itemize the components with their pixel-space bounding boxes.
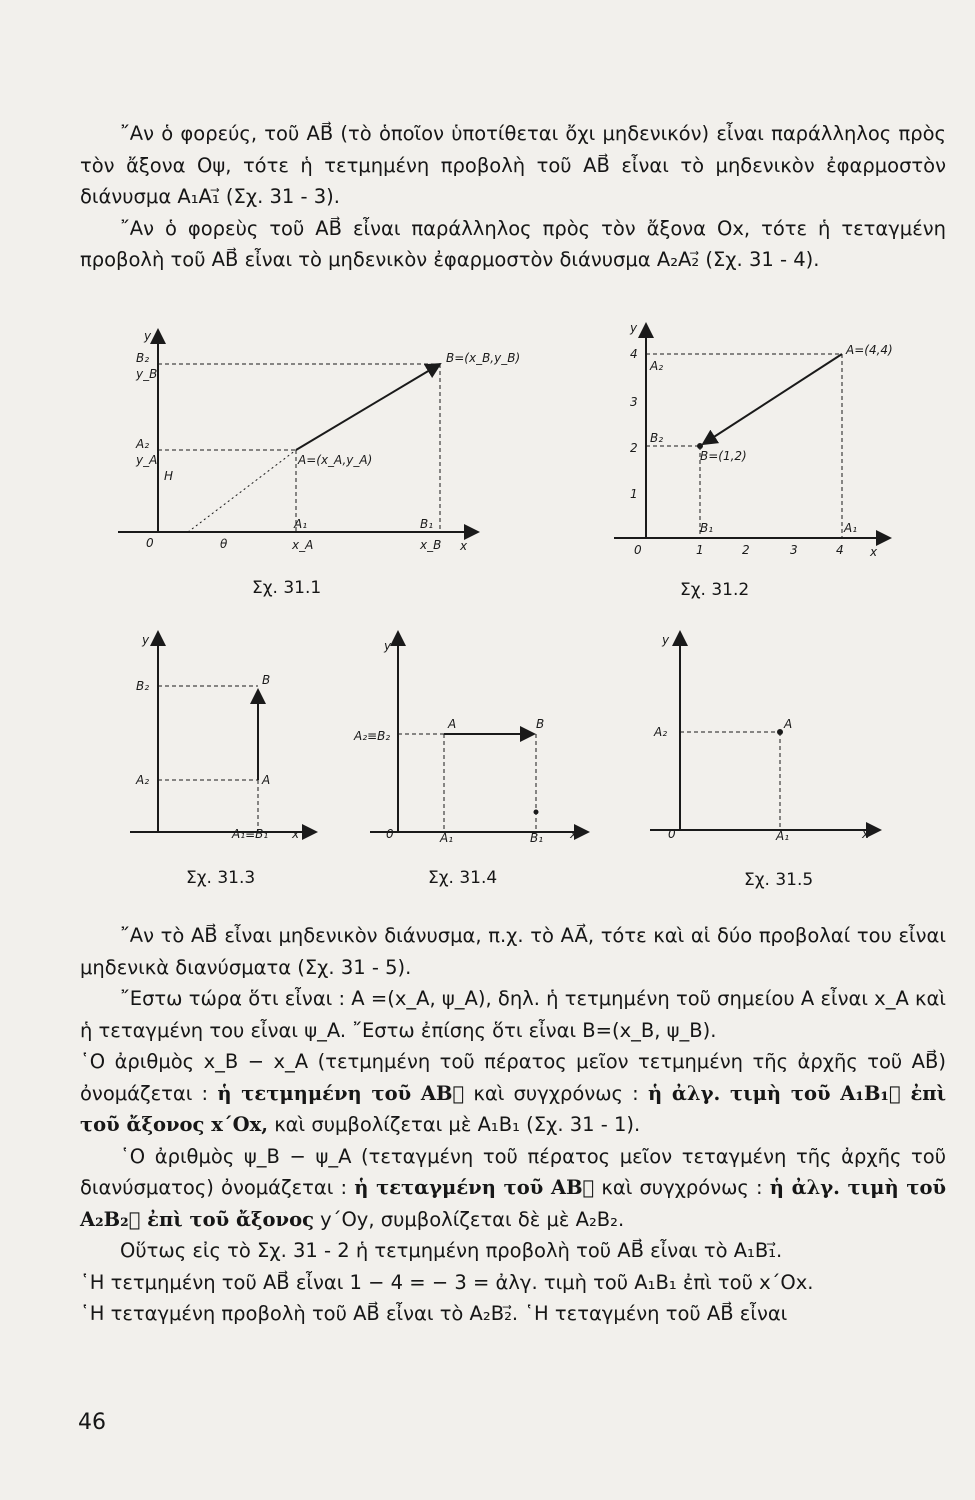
label-b1: B₁ xyxy=(700,521,714,535)
label-ya: y_A xyxy=(136,453,158,467)
label-y: y xyxy=(384,639,392,653)
label-yb: y_B xyxy=(136,367,158,381)
label-a: A=(x_A,y_A) xyxy=(298,453,373,467)
label-b: B xyxy=(262,673,271,687)
caption-31-5: Σχ. 31.5 xyxy=(744,870,814,890)
bottom-text xyxy=(80,920,946,1330)
label-origin: 0 xyxy=(668,827,676,841)
label-a: A xyxy=(448,717,457,731)
tick-x-2: 2 xyxy=(742,543,750,557)
label-a1: A₁ xyxy=(440,831,454,845)
figure-31-4 xyxy=(352,622,592,852)
caption-31-1: Σχ. 31.1 xyxy=(252,578,322,598)
paragraph-null-projection-y: ῎Αν ὁ φορεύς, τοῦ AB⃗ (τὸ ὁποῖον ὑποτίθεται ὄχι μηδενικόν) εἶναι παράλληλος πρὸς τὸν ἄξονα Οψ, τότε ἡ τετμημένη προβολὴ τοῦ AB⃗ εἶναι τὸ μηδενικὸν ἐφαρμοστὸν διάνυσμα A₁A₁⃗ (Σχ. 31 - 3). xyxy=(80,122,946,208)
label-x: x xyxy=(870,545,878,559)
figure-31-5 xyxy=(636,622,886,852)
label-b: B xyxy=(536,717,545,731)
label-a2: A₂ xyxy=(136,437,150,451)
paragraph-null-vector: ῎Αν τὸ AB⃗ εἶναι μηδενικὸν διάνυσμα, π.χ. τὸ AA⃗, τότε καὶ αἱ δύο προβολαί του εἶναι μηδενικὰ διανύσματα (Σχ. 31 - 5). xyxy=(80,924,946,979)
caption-31-4: Σχ. 31.4 xyxy=(428,868,498,888)
label-x: x xyxy=(292,827,300,841)
label-xb: x_B xyxy=(420,538,442,552)
label-x: x xyxy=(570,827,578,841)
label-xa: x_A xyxy=(292,538,314,552)
label-a1b1: A₁≡B₁ xyxy=(232,827,269,841)
figure-31-3 xyxy=(120,622,320,852)
paragraph-example: Οὕτως εἰς τὸ Σχ. 31 - 2 ἡ τετμημένη προβολὴ τοῦ AB⃗ εἶναι τὸ A₁B₁⃗. xyxy=(120,1239,783,1262)
tick-x-4: 4 xyxy=(836,543,844,557)
tick-x-1: 1 xyxy=(696,543,704,557)
vector-ab xyxy=(296,364,440,450)
figure-31-1 xyxy=(108,322,521,592)
label-b1: B₁ xyxy=(530,831,544,845)
page-number: 46 xyxy=(78,1410,106,1435)
label-origin: 0 xyxy=(386,827,394,841)
vector-ab xyxy=(703,354,842,444)
label-a2: A₂ xyxy=(650,359,664,373)
label-y: y xyxy=(662,633,670,647)
paragraph-null-projection-x: ῎Αν ὁ φορεὺς τοῦ AB⃗ εἶναι παράλληλος πρὸς τὸν ἄξονα Οx, τότε ἡ τεταγμένη προβολὴ τοῦ AB⃗ εἶναι τὸ μηδενικὸν ἐφαρμοστὸν διάνυσμα A₂A₂⃗ (Σχ. 31 - 4). xyxy=(80,216,946,271)
paragraph-coordinates: ῎Εστω τώρα ὅτι εἶναι : A =(x_A, ψ_A), δηλ. ἡ τετμημένη τοῦ σημείου A εἶναι x_A καὶ ἡ τεταγμένη του εἶναι ψ_A. ῎Εστω ἐπίσης ὅτι εἶναι B=(x_B, ψ_B). xyxy=(80,987,946,1042)
paragraph-example-ordinate: ῾Η τεταγμένη προβολὴ τοῦ AB⃗ εἶναι τὸ A₂B₂⃗. ῾Η τεταγμένη τοῦ AB⃗ εἶναι xyxy=(80,1302,788,1325)
label-a: A xyxy=(784,717,793,731)
tick-y-3: 3 xyxy=(630,395,638,409)
label-x: x xyxy=(862,827,870,841)
tick-y-4: 4 xyxy=(630,347,638,361)
paragraph-ordinate: ῾Ο ἀριθμὸς ψ_B − ψ_A (τεταγμένη τοῦ πέρατος μεῖον τεταγμένη τῆς ἀρχῆς τοῦ διανύσματος) ὀνομάζεται : ἡ τεταγμένη τοῦ AB⃗ καὶ συγχρόνως : ἡ ἀλγ. τιμὴ τοῦ A₂B₂⃗ ἐπὶ τοῦ ἄξονος y΄Oy, συμβολίζεται δὲ μὲ A₂B₂. xyxy=(80,1144,946,1231)
label-h: H xyxy=(164,469,174,483)
paragraph-example-abscissa: ῾Η τετμημένη τοῦ AB⃗ εἶναι 1 − 4 = − 3 = ἀλγ. τιμὴ τοῦ A₁B₁ ἐπὶ τοῦ x΄Ox. xyxy=(80,1270,814,1294)
label-a1: A₁ xyxy=(844,521,858,535)
point-a xyxy=(777,729,783,735)
caption-31-3: Σχ. 31.3 xyxy=(186,868,256,888)
label-y: y xyxy=(630,321,638,335)
label-b2: B₂ xyxy=(136,351,150,365)
label-b1: B₁ xyxy=(420,517,434,531)
label-a1: A₁ xyxy=(776,829,790,843)
label-a2b2: A₂≡B₂ xyxy=(354,729,391,743)
label-origin: 0 xyxy=(634,543,642,557)
label-x: x xyxy=(460,539,468,553)
label-a: A xyxy=(262,773,271,787)
label-theta: θ xyxy=(220,537,228,551)
label-a1: A₁ xyxy=(294,517,308,531)
paragraph-abscissa: ῾Ο ἀριθμὸς x_B − x_A (τετμημένη τοῦ πέρατος μεῖον τετμημένη τῆς ἀρχῆς τοῦ AB⃗) ὀνομάζεται : ἡ τετμημένη τοῦ AB⃗ καὶ συγχρόνως : ἡ ἀλγ. τιμὴ τοῦ A₁B₁⃗ ἐπὶ τοῦ ἄξονος x΄Ox, καὶ συμβολίζεται μὲ A₁B₁ (Σχ. 31 - 1). xyxy=(80,1050,947,1136)
tick-y-1: 1 xyxy=(630,487,638,501)
label-a: A=(4,4) xyxy=(846,343,893,357)
label-a2: A₂ xyxy=(136,773,150,787)
label-y: y xyxy=(142,633,150,647)
caption-31-2: Σχ. 31.2 xyxy=(680,580,750,600)
tick-x-3: 3 xyxy=(790,543,798,557)
label-b: B=(1,2) xyxy=(700,449,747,463)
label-b2: B₂ xyxy=(136,679,150,693)
label-b: B=(x_B,y_B) xyxy=(446,351,521,365)
top-text xyxy=(80,118,946,276)
label-b2: B₂ xyxy=(650,431,664,445)
figure-31-2 xyxy=(600,318,900,588)
label-a2: A₂ xyxy=(654,725,668,739)
label-y: y xyxy=(144,329,152,343)
tick-y-2: 2 xyxy=(630,441,638,455)
label-origin: 0 xyxy=(146,536,154,550)
